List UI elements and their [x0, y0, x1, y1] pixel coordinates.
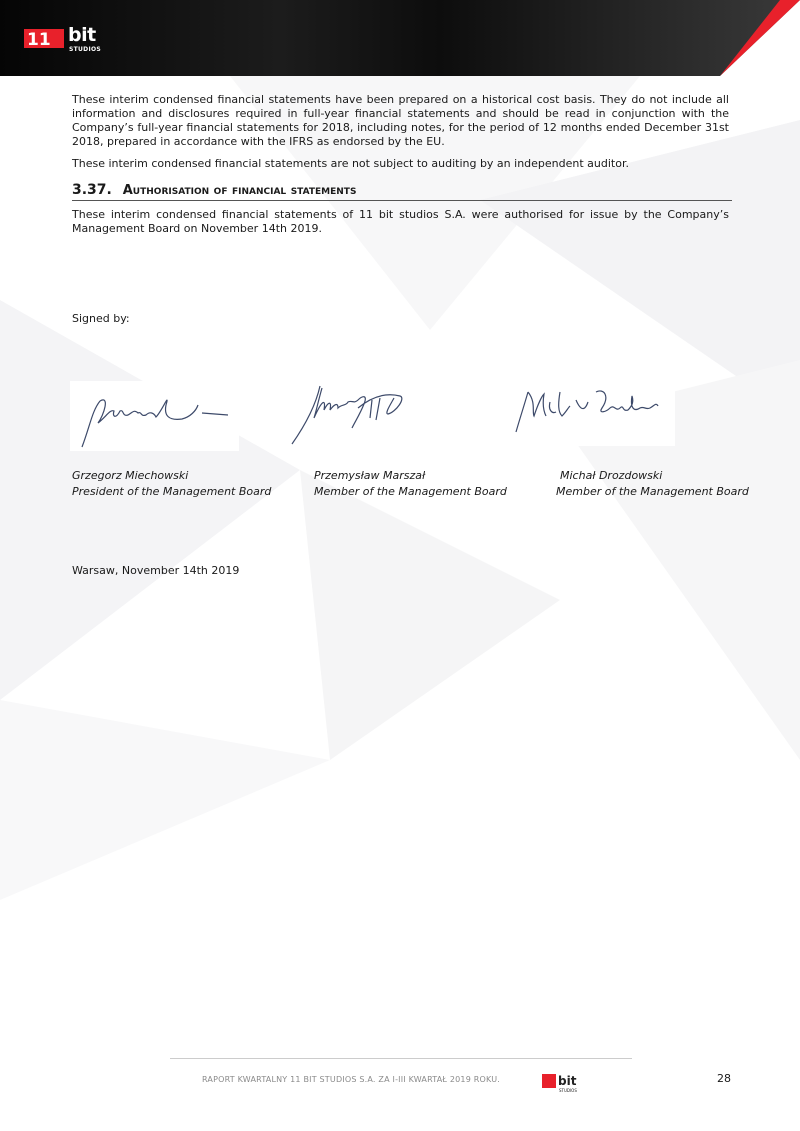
signature-drozdowski: [506, 378, 675, 446]
signatory-role-3: Member of the Management Board: [556, 485, 749, 498]
signatory-name-1: Grzegorz Miechowski: [72, 469, 189, 482]
signatory-name-2: Przemysław Marszał: [314, 469, 426, 482]
signed-by-label: Signed by:: [72, 312, 130, 325]
signature-marszal: [276, 378, 445, 446]
place-and-date: Warsaw, November 14th 2019: [72, 564, 240, 577]
signatory-role-2: Member of the Management Board: [314, 485, 507, 498]
page-number: 28: [717, 1072, 731, 1085]
footer-logo: [540, 1068, 588, 1098]
footer-divider: [170, 1058, 632, 1059]
footer-logo-word: bit: [558, 1074, 577, 1088]
paragraph-basis: These interim condensed financial statements have been prepared on a historical cost basis. They do not include all information and disclosures required in full-year financial statements and should be read in conjunction with the Company’s full-year financial statements for 2018, including notes, for the period of 12 months ended December 31st 2018, prepared in accordance with the IFRS as endorsed by the EU.: [72, 93, 729, 148]
logo-subtitle: STUDIOS: [69, 46, 102, 53]
section-number: 3.37.: [72, 182, 112, 198]
signatory-role-1: President of the Management Board: [72, 485, 272, 498]
paragraph-authorisation: These interim condensed financial statements of 11 bit studios S.A. were authorised for issue by the Company’s Management Board on November 14th 2019.: [72, 208, 729, 235]
logo-number: 11: [27, 30, 51, 48]
footer-report-title: RAPORT KWARTALNY 11 BIT STUDIOS S.A. ZA I-III KWARTAŁ 2019 ROKU.: [202, 1075, 501, 1084]
signature-miechowski: [70, 381, 239, 451]
logo-word: bit: [68, 24, 96, 46]
footer-logo-mark-icon: [540, 1068, 588, 1094]
section-title: Authorisation of financial statements: [122, 183, 357, 198]
section-heading: [72, 180, 732, 201]
footer-logo-subtitle: STUDIOS: [559, 1088, 577, 1093]
signatory-name-3: Michał Drozdowski: [560, 469, 663, 482]
paragraph-auditing: These interim condensed financial statements are not subject to auditing by an independent auditor.: [72, 157, 629, 170]
